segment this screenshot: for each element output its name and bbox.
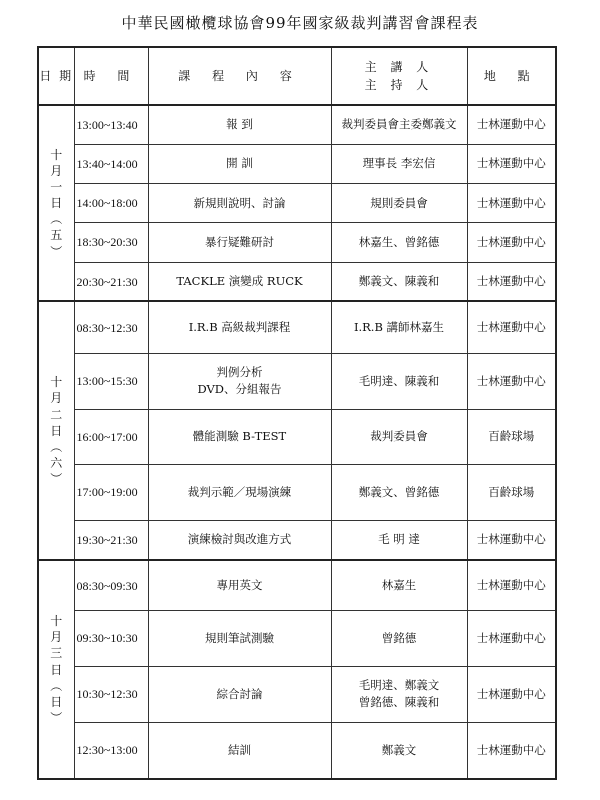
course-content-cell: 報 到 [148,105,331,144]
course-content-cell: 規則筆試測驗 [148,611,331,666]
location-cell: 士林運動中心 [467,223,556,262]
table-row [38,666,556,722]
course-content-cell: 結訓 [148,722,331,779]
speaker-cell: 毛 明 達 [331,520,467,560]
course-content-cell: 專用英文 [148,560,331,610]
course-content-cell: 判例分析 DVD、分組報告 [148,354,331,409]
location-cell: 士林運動中心 [467,354,556,409]
location-cell: 士林運動中心 [467,184,556,223]
time-cell: 13:40~14:00 [74,144,148,183]
course-content-cell: I.R.B 高級裁判課程 [148,301,331,353]
table-row [38,354,556,409]
location-cell: 士林運動中心 [467,262,556,301]
location-cell: 士林運動中心 [467,144,556,183]
time-cell: 13:00~15:30 [74,354,148,409]
header-content: 課 程 內 容 [148,47,331,105]
location-cell: 士林運動中心 [467,301,556,353]
speaker-cell: 鄭義文、曾銘德 [331,465,467,520]
location-cell: 士林運動中心 [467,105,556,144]
speaker-cell: 鄭義文、陳義和 [331,262,467,301]
speaker-cell: 裁判委員會主委鄭義文 [331,105,467,144]
course-content-cell: 開 訓 [148,144,331,183]
header-date: 日 期 [38,47,74,105]
time-cell: 16:00~17:00 [74,409,148,464]
speaker-cell: 毛明達、鄭義文 曾銘德、陳義和 [331,666,467,722]
course-content-cell: 裁判示範／現場演練 [148,465,331,520]
day-label: 十 月 二 日 ︵ 六 ︶ [38,301,74,560]
day-label: 十 月 一 日 ︵ 五 ︶ [38,105,74,301]
time-cell: 20:30~21:30 [74,262,148,301]
time-cell: 08:30~09:30 [74,560,148,610]
table-row [38,301,556,353]
header-location: 地 點 [467,47,556,105]
location-cell: 百齡球場 [467,409,556,464]
day-label: 十 月 三 日 ︵ 日 ︶ [38,560,74,779]
course-content-cell: 綜合討論 [148,666,331,722]
speaker-cell: 理事長 李宏信 [331,144,467,183]
location-cell: 士林運動中心 [467,560,556,610]
speaker-cell: 林嘉生 [331,560,467,610]
time-cell: 09:30~10:30 [74,611,148,666]
time-cell: 19:30~21:30 [74,520,148,560]
time-cell: 08:30~12:30 [74,301,148,353]
speaker-cell: 曾銘德 [331,611,467,666]
speaker-cell: I.R.B 講師林嘉生 [331,301,467,353]
header-speaker: 主 講 人 主 持 人 [331,47,467,105]
time-cell: 14:00~18:00 [74,184,148,223]
location-cell: 士林運動中心 [467,611,556,666]
location-cell: 士林運動中心 [467,722,556,779]
speaker-cell: 林嘉生、曾銘德 [331,223,467,262]
table-row [38,223,556,262]
time-cell: 13:00~13:40 [74,105,148,144]
course-content-cell: TACKLE 演變成 RUCK [148,262,331,301]
time-cell: 17:00~19:00 [74,465,148,520]
speaker-cell: 毛明達、陳義和 [331,354,467,409]
course-content-cell: 暴行疑難研討 [148,223,331,262]
header-time: 時 間 [74,47,148,105]
table-row [38,262,556,301]
table-row [38,560,556,610]
location-cell: 士林運動中心 [467,666,556,722]
course-content-cell: 新規則說明、討論 [148,184,331,223]
table-row [38,144,556,183]
table-row [38,409,556,464]
time-cell: 12:30~13:00 [74,722,148,779]
speaker-cell: 裁判委員會 [331,409,467,464]
schedule-table [37,46,557,780]
table-row [38,722,556,779]
speaker-cell: 規則委員會 [331,184,467,223]
location-cell: 百齡球場 [467,465,556,520]
table-row [38,184,556,223]
page-title: 中華民國橄欖球協會99年國家級裁判講習會課程表 [121,14,479,32]
time-cell: 18:30~20:30 [74,223,148,262]
table-row [38,105,556,144]
location-cell: 士林運動中心 [467,520,556,560]
table-row [38,611,556,666]
table-row [38,520,556,560]
time-cell: 10:30~12:30 [74,666,148,722]
course-content-cell: 演練檢討與改進方式 [148,520,331,560]
table-row [38,465,556,520]
course-content-cell: 體能測驗 B-TEST [148,409,331,464]
speaker-cell: 鄭義文 [331,722,467,779]
